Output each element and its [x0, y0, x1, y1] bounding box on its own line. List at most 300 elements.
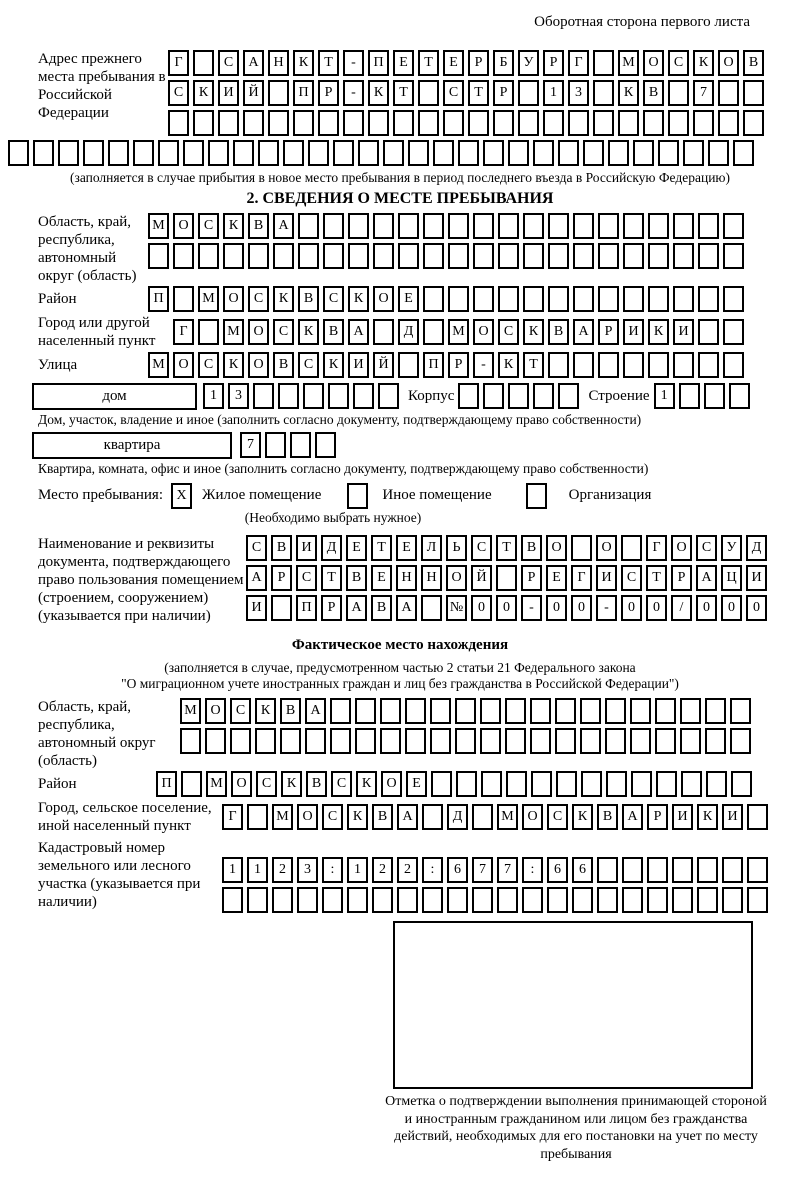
char-cell[interactable]	[631, 771, 652, 797]
char-cell[interactable]	[222, 887, 243, 913]
char-cell[interactable]	[556, 771, 577, 797]
char-cell[interactable]	[298, 243, 319, 269]
char-cell[interactable]: Е	[398, 286, 419, 312]
char-cell[interactable]	[547, 887, 568, 913]
char-cell[interactable]: К	[298, 319, 319, 345]
char-cell[interactable]	[158, 140, 179, 166]
char-cell[interactable]	[328, 383, 349, 409]
char-cell[interactable]	[573, 243, 594, 269]
char-cell[interactable]: О	[205, 698, 226, 724]
char-cell[interactable]: И	[722, 804, 743, 830]
char-cell[interactable]	[353, 383, 374, 409]
char-cell[interactable]	[698, 286, 719, 312]
char-cell[interactable]	[496, 565, 517, 591]
char-cell[interactable]	[247, 887, 268, 913]
char-cell[interactable]: О	[297, 804, 318, 830]
char-cell[interactable]: В	[372, 804, 393, 830]
char-cell[interactable]	[205, 728, 226, 754]
char-cell[interactable]	[623, 213, 644, 239]
char-cell[interactable]: К	[648, 319, 669, 345]
char-cell[interactable]: Т	[321, 565, 342, 591]
char-cell[interactable]	[530, 728, 551, 754]
char-cell[interactable]: О	[373, 286, 394, 312]
char-cell[interactable]	[133, 140, 154, 166]
char-cell[interactable]: О	[643, 50, 664, 76]
char-cell[interactable]: К	[368, 80, 389, 106]
char-cell[interactable]	[481, 771, 502, 797]
char-cell[interactable]	[255, 728, 276, 754]
char-cell[interactable]: К	[572, 804, 593, 830]
char-cell[interactable]	[648, 213, 669, 239]
char-cell[interactable]: К	[347, 804, 368, 830]
char-cell[interactable]: Й	[373, 352, 394, 378]
char-cell[interactable]: В	[306, 771, 327, 797]
char-cell[interactable]: В	[298, 286, 319, 312]
char-cell[interactable]	[558, 140, 579, 166]
char-cell[interactable]	[448, 213, 469, 239]
char-cell[interactable]: А	[305, 698, 326, 724]
char-cell[interactable]: Е	[396, 535, 417, 561]
char-cell[interactable]	[743, 80, 764, 106]
char-cell[interactable]	[448, 286, 469, 312]
char-cell[interactable]	[505, 698, 526, 724]
char-cell[interactable]	[681, 771, 702, 797]
char-cell[interactable]: К	[273, 286, 294, 312]
char-cell[interactable]	[518, 80, 539, 106]
char-cell[interactable]: Е	[443, 50, 464, 76]
char-cell[interactable]	[183, 140, 204, 166]
char-cell[interactable]: И	[348, 352, 369, 378]
char-cell[interactable]	[729, 383, 750, 409]
char-cell[interactable]	[405, 728, 426, 754]
char-cell[interactable]: К	[348, 286, 369, 312]
char-cell[interactable]	[431, 771, 452, 797]
char-cell[interactable]: А	[573, 319, 594, 345]
char-cell[interactable]: А	[396, 595, 417, 621]
char-cell[interactable]: У	[721, 535, 742, 561]
char-cell[interactable]	[673, 352, 694, 378]
char-cell[interactable]	[697, 887, 718, 913]
char-cell[interactable]	[655, 698, 676, 724]
char-cell[interactable]	[518, 110, 539, 136]
char-cell[interactable]	[568, 110, 589, 136]
char-cell[interactable]	[303, 383, 324, 409]
char-cell[interactable]	[598, 243, 619, 269]
char-cell[interactable]: О	[248, 352, 269, 378]
char-cell[interactable]: И	[246, 595, 267, 621]
char-cell[interactable]	[658, 140, 679, 166]
char-cell[interactable]	[418, 110, 439, 136]
char-cell[interactable]	[265, 432, 286, 458]
char-cell[interactable]: Р	[468, 50, 489, 76]
char-cell[interactable]: И	[746, 565, 767, 591]
char-cell[interactable]	[606, 771, 627, 797]
char-cell[interactable]	[522, 887, 543, 913]
char-cell[interactable]: В	[597, 804, 618, 830]
char-cell[interactable]	[297, 887, 318, 913]
char-cell[interactable]: К	[323, 352, 344, 378]
char-cell[interactable]: Р	[647, 804, 668, 830]
char-cell[interactable]	[198, 243, 219, 269]
char-cell[interactable]	[347, 887, 368, 913]
char-cell[interactable]	[679, 383, 700, 409]
char-cell[interactable]: К	[193, 80, 214, 106]
char-cell[interactable]: 0	[571, 595, 592, 621]
char-cell[interactable]	[268, 80, 289, 106]
char-cell[interactable]	[218, 110, 239, 136]
char-cell[interactable]: К	[223, 213, 244, 239]
char-cell[interactable]	[223, 243, 244, 269]
char-cell[interactable]: М	[148, 352, 169, 378]
char-cell[interactable]: А	[346, 595, 367, 621]
char-cell[interactable]: А	[397, 804, 418, 830]
char-cell[interactable]	[622, 887, 643, 913]
char-cell[interactable]: П	[423, 352, 444, 378]
char-cell[interactable]	[583, 140, 604, 166]
char-cell[interactable]: П	[148, 286, 169, 312]
char-cell[interactable]: М	[223, 319, 244, 345]
char-cell[interactable]: 1	[203, 383, 224, 409]
char-cell[interactable]	[683, 140, 704, 166]
char-cell[interactable]: Н	[268, 50, 289, 76]
char-cell[interactable]	[383, 140, 404, 166]
char-cell[interactable]	[398, 352, 419, 378]
char-cell[interactable]	[605, 698, 626, 724]
char-cell[interactable]	[680, 698, 701, 724]
char-cell[interactable]: Г	[173, 319, 194, 345]
char-cell[interactable]: В	[323, 319, 344, 345]
char-cell[interactable]	[672, 857, 693, 883]
char-cell[interactable]: Г	[571, 565, 592, 591]
char-cell[interactable]: С	[273, 319, 294, 345]
char-cell[interactable]: В	[521, 535, 542, 561]
char-cell[interactable]	[593, 80, 614, 106]
char-cell[interactable]: И	[596, 565, 617, 591]
char-cell[interactable]	[330, 728, 351, 754]
char-cell[interactable]: Н	[421, 565, 442, 591]
char-cell[interactable]: С	[246, 535, 267, 561]
char-cell[interactable]: Ь	[446, 535, 467, 561]
char-cell[interactable]	[447, 887, 468, 913]
char-cell[interactable]	[680, 728, 701, 754]
char-cell[interactable]	[455, 698, 476, 724]
char-cell[interactable]	[480, 698, 501, 724]
char-cell[interactable]: А	[246, 565, 267, 591]
char-cell[interactable]	[747, 804, 768, 830]
checkbox-organization[interactable]	[526, 483, 547, 509]
char-cell[interactable]: Р	[671, 565, 692, 591]
char-cell[interactable]: О	[231, 771, 252, 797]
char-cell[interactable]: :	[322, 857, 343, 883]
char-cell[interactable]	[643, 110, 664, 136]
char-cell[interactable]	[723, 213, 744, 239]
char-cell[interactable]	[380, 698, 401, 724]
char-cell[interactable]	[422, 804, 443, 830]
char-cell[interactable]: К	[523, 319, 544, 345]
char-cell[interactable]: К	[293, 50, 314, 76]
char-cell[interactable]	[597, 887, 618, 913]
char-cell[interactable]	[443, 110, 464, 136]
char-cell[interactable]	[705, 728, 726, 754]
char-cell[interactable]: О	[446, 565, 467, 591]
char-cell[interactable]	[704, 383, 725, 409]
char-cell[interactable]: Т	[646, 565, 667, 591]
char-cell[interactable]	[648, 352, 669, 378]
char-cell[interactable]	[543, 110, 564, 136]
char-cell[interactable]	[83, 140, 104, 166]
char-cell[interactable]	[483, 383, 504, 409]
char-cell[interactable]	[483, 140, 504, 166]
char-cell[interactable]: Р	[543, 50, 564, 76]
char-cell[interactable]: С	[298, 352, 319, 378]
char-cell[interactable]	[448, 243, 469, 269]
char-cell[interactable]	[548, 352, 569, 378]
char-cell[interactable]	[623, 243, 644, 269]
char-cell[interactable]	[597, 857, 618, 883]
char-cell[interactable]	[647, 857, 668, 883]
char-cell[interactable]: -	[521, 595, 542, 621]
char-cell[interactable]: И	[672, 804, 693, 830]
char-cell[interactable]: О	[546, 535, 567, 561]
char-cell[interactable]	[531, 771, 552, 797]
char-cell[interactable]: Ц	[721, 565, 742, 591]
char-cell[interactable]	[655, 728, 676, 754]
char-cell[interactable]	[333, 140, 354, 166]
char-cell[interactable]	[473, 213, 494, 239]
char-cell[interactable]	[580, 698, 601, 724]
char-cell[interactable]	[533, 140, 554, 166]
char-cell[interactable]	[355, 728, 376, 754]
char-cell[interactable]	[343, 110, 364, 136]
char-cell[interactable]: 0	[546, 595, 567, 621]
char-cell[interactable]	[580, 728, 601, 754]
char-cell[interactable]: М	[497, 804, 518, 830]
char-cell[interactable]: К	[498, 352, 519, 378]
char-cell[interactable]	[698, 243, 719, 269]
char-cell[interactable]	[330, 698, 351, 724]
char-cell[interactable]: П	[156, 771, 177, 797]
char-cell[interactable]	[208, 140, 229, 166]
char-cell[interactable]	[593, 110, 614, 136]
char-cell[interactable]	[458, 140, 479, 166]
char-cell[interactable]: С	[323, 286, 344, 312]
char-cell[interactable]: А	[273, 213, 294, 239]
char-cell[interactable]	[418, 80, 439, 106]
char-cell[interactable]	[283, 140, 304, 166]
char-cell[interactable]: М	[206, 771, 227, 797]
char-cell[interactable]: -	[343, 50, 364, 76]
char-cell[interactable]: Е	[346, 535, 367, 561]
char-cell[interactable]	[273, 243, 294, 269]
char-cell[interactable]	[747, 887, 768, 913]
char-cell[interactable]: В	[346, 565, 367, 591]
char-cell[interactable]	[280, 728, 301, 754]
char-cell[interactable]	[423, 319, 444, 345]
char-cell[interactable]	[668, 110, 689, 136]
char-cell[interactable]	[355, 698, 376, 724]
char-cell[interactable]: Р	[521, 565, 542, 591]
char-cell[interactable]: О	[381, 771, 402, 797]
char-cell[interactable]	[698, 319, 719, 345]
char-cell[interactable]: 6	[547, 857, 568, 883]
char-cell[interactable]: Т	[418, 50, 439, 76]
char-cell[interactable]: С	[621, 565, 642, 591]
char-cell[interactable]: 1	[654, 383, 675, 409]
char-cell[interactable]	[173, 286, 194, 312]
char-cell[interactable]	[248, 243, 269, 269]
char-cell[interactable]	[630, 728, 651, 754]
char-cell[interactable]: 7	[693, 80, 714, 106]
char-cell[interactable]	[668, 80, 689, 106]
char-cell[interactable]	[555, 728, 576, 754]
char-cell[interactable]: Р	[271, 565, 292, 591]
char-cell[interactable]	[278, 383, 299, 409]
char-cell[interactable]	[423, 243, 444, 269]
char-cell[interactable]: О	[522, 804, 543, 830]
char-cell[interactable]: Е	[371, 565, 392, 591]
char-cell[interactable]	[672, 887, 693, 913]
char-cell[interactable]	[493, 110, 514, 136]
char-cell[interactable]: С	[498, 319, 519, 345]
char-cell[interactable]: О	[596, 535, 617, 561]
char-cell[interactable]: А	[622, 804, 643, 830]
char-cell[interactable]: Т	[468, 80, 489, 106]
char-cell[interactable]: Т	[393, 80, 414, 106]
char-cell[interactable]	[358, 140, 379, 166]
char-cell[interactable]: М	[618, 50, 639, 76]
char-cell[interactable]	[498, 286, 519, 312]
char-cell[interactable]: П	[296, 595, 317, 621]
char-cell[interactable]	[498, 213, 519, 239]
char-cell[interactable]	[618, 110, 639, 136]
char-cell[interactable]: 3	[228, 383, 249, 409]
char-cell[interactable]	[430, 698, 451, 724]
char-cell[interactable]: Г	[568, 50, 589, 76]
char-cell[interactable]: К	[693, 50, 714, 76]
char-cell[interactable]: -	[343, 80, 364, 106]
char-cell[interactable]: Р	[321, 595, 342, 621]
char-cell[interactable]	[323, 213, 344, 239]
char-cell[interactable]	[455, 728, 476, 754]
char-cell[interactable]: Т	[523, 352, 544, 378]
char-cell[interactable]	[33, 140, 54, 166]
char-cell[interactable]: 0	[646, 595, 667, 621]
char-cell[interactable]	[405, 698, 426, 724]
char-cell[interactable]: 0	[471, 595, 492, 621]
char-cell[interactable]	[348, 243, 369, 269]
char-cell[interactable]: С	[198, 352, 219, 378]
char-cell[interactable]: П	[368, 50, 389, 76]
char-cell[interactable]	[148, 243, 169, 269]
char-cell[interactable]	[430, 728, 451, 754]
char-cell[interactable]	[480, 728, 501, 754]
char-cell[interactable]	[508, 383, 529, 409]
char-cell[interactable]: Т	[371, 535, 392, 561]
char-cell[interactable]: О	[248, 319, 269, 345]
char-cell[interactable]	[458, 383, 479, 409]
char-cell[interactable]	[723, 319, 744, 345]
char-cell[interactable]	[173, 243, 194, 269]
char-cell[interactable]: В	[273, 352, 294, 378]
char-cell[interactable]	[630, 698, 651, 724]
char-cell[interactable]	[573, 213, 594, 239]
char-cell[interactable]: С	[331, 771, 352, 797]
char-cell[interactable]	[372, 887, 393, 913]
char-cell[interactable]	[573, 286, 594, 312]
char-cell[interactable]	[523, 213, 544, 239]
char-cell[interactable]: М	[272, 804, 293, 830]
char-cell[interactable]	[433, 140, 454, 166]
char-cell[interactable]: В	[248, 213, 269, 239]
char-cell[interactable]	[168, 110, 189, 136]
char-cell[interactable]	[368, 110, 389, 136]
char-cell[interactable]: И	[673, 319, 694, 345]
char-cell[interactable]: И	[623, 319, 644, 345]
char-cell[interactable]: Д	[321, 535, 342, 561]
char-cell[interactable]: 2	[272, 857, 293, 883]
char-cell[interactable]	[722, 857, 743, 883]
checkbox-other-premises[interactable]	[347, 483, 368, 509]
char-cell[interactable]: Е	[406, 771, 427, 797]
char-cell[interactable]: У	[518, 50, 539, 76]
char-cell[interactable]	[697, 857, 718, 883]
char-cell[interactable]: М	[448, 319, 469, 345]
char-cell[interactable]: С	[471, 535, 492, 561]
char-cell[interactable]	[398, 213, 419, 239]
char-cell[interactable]	[718, 80, 739, 106]
char-cell[interactable]	[456, 771, 477, 797]
char-cell[interactable]	[505, 728, 526, 754]
char-cell[interactable]: Й	[471, 565, 492, 591]
char-cell[interactable]: 1	[347, 857, 368, 883]
char-cell[interactable]	[108, 140, 129, 166]
char-cell[interactable]	[581, 771, 602, 797]
char-cell[interactable]: 0	[746, 595, 767, 621]
char-cell[interactable]	[308, 140, 329, 166]
char-cell[interactable]: №	[446, 595, 467, 621]
char-cell[interactable]: С	[547, 804, 568, 830]
char-cell[interactable]: 3	[568, 80, 589, 106]
char-cell[interactable]	[723, 286, 744, 312]
char-cell[interactable]: 2	[397, 857, 418, 883]
char-cell[interactable]	[193, 110, 214, 136]
char-cell[interactable]	[548, 243, 569, 269]
char-cell[interactable]: Е	[393, 50, 414, 76]
char-cell[interactable]	[421, 595, 442, 621]
char-cell[interactable]: О	[223, 286, 244, 312]
char-cell[interactable]	[548, 213, 569, 239]
char-cell[interactable]: О	[671, 535, 692, 561]
char-cell[interactable]: С	[230, 698, 251, 724]
char-cell[interactable]	[398, 243, 419, 269]
char-cell[interactable]: С	[198, 213, 219, 239]
char-cell[interactable]	[397, 887, 418, 913]
char-cell[interactable]	[305, 728, 326, 754]
char-cell[interactable]	[380, 728, 401, 754]
char-cell[interactable]	[298, 213, 319, 239]
char-cell[interactable]: С	[443, 80, 464, 106]
char-cell[interactable]: В	[743, 50, 764, 76]
char-cell[interactable]	[473, 243, 494, 269]
char-cell[interactable]	[233, 140, 254, 166]
char-cell[interactable]	[506, 771, 527, 797]
char-cell[interactable]: Г	[646, 535, 667, 561]
char-cell[interactable]: М	[148, 213, 169, 239]
char-cell[interactable]: Т	[318, 50, 339, 76]
char-cell[interactable]: В	[643, 80, 664, 106]
char-cell[interactable]	[315, 432, 336, 458]
char-cell[interactable]: Д	[746, 535, 767, 561]
